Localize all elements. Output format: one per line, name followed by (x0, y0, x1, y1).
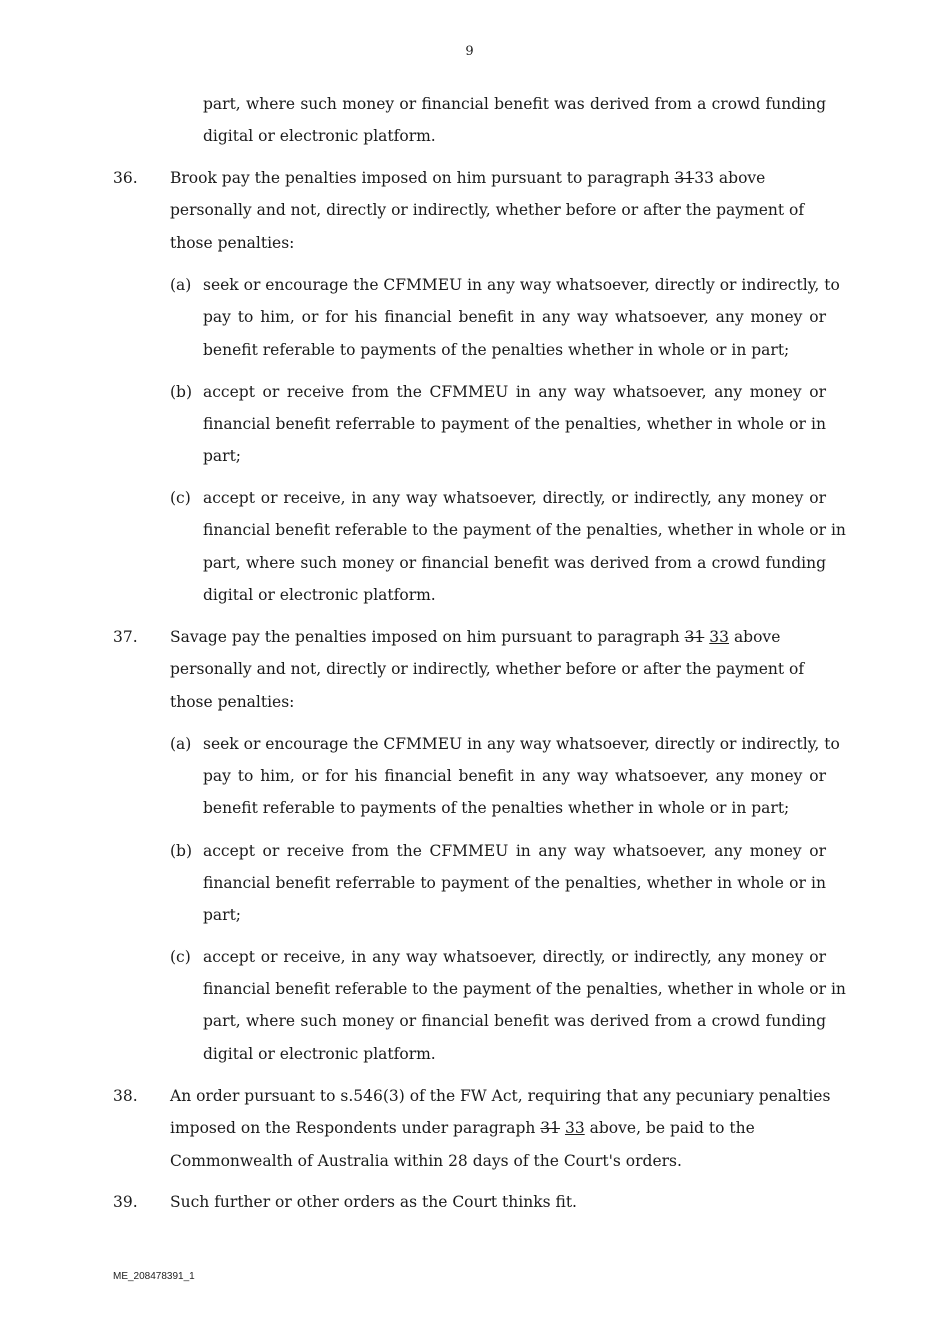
subparagraph-line: benefit referable to payments of the penalties whether in whole or in part; (203, 341, 790, 359)
subparagraph-label: (c) (170, 948, 191, 966)
paragraph-number: 39. (113, 1193, 138, 1211)
new-reference: 33 (694, 169, 714, 187)
new-reference: 33 (564, 1119, 585, 1137)
paragraph-38-line: Commonwealth of Australia within 28 days of the Court's orders. (170, 1152, 682, 1170)
continuation-line: part, where such money or financial benefit was derived from a crowd funding (203, 95, 826, 113)
paragraph-text: above (733, 628, 781, 646)
subparagraph-label: (a) (170, 735, 192, 753)
paragraph-number: 37. (113, 628, 138, 646)
subparagraph-label: (a) (170, 276, 192, 294)
paragraph-37-line: those penalties: (170, 693, 295, 711)
subparagraph-line: pay to him, or for his financial benefit in any way whatsoever, any money or (203, 308, 826, 326)
subparagraph-line: financial benefit referable to the payment of the penalties, whether in whole or in (203, 521, 846, 539)
paragraph-text: above (718, 169, 766, 187)
subparagraph-line: seek or encourage the CFMMEU in any way whatsoever, directly or indirectly, to (203, 735, 840, 753)
subparagraph-line: financial benefit referrable to payment of the penalties, whether in whole or in (203, 874, 826, 892)
paragraph-38-line: An order pursuant to s.546(3) of the FW Act, requiring that any pecuniary penalties (170, 1087, 831, 1105)
page-number: 9 (465, 44, 474, 59)
paragraph-text: Savage pay the penalties imposed on him pursuant to paragraph (170, 628, 680, 646)
paragraph-number: 36. (113, 169, 138, 187)
paragraph-text: imposed on the Respondents under paragraph (170, 1119, 536, 1137)
paragraph-38-line (170, 1118, 755, 1138)
paragraph-text: above, be paid to the (589, 1119, 755, 1137)
document-reference-footer: ME_208478391_1 (113, 1271, 195, 1282)
paragraph-37-line: personally and not, directly or indirectly, whether before or after the payment of (170, 660, 805, 678)
subparagraph-line: accept or receive, in any way whatsoever, directly, or indirectly, any money or (203, 489, 826, 507)
subparagraph-line: part, where such money or financial benefit was derived from a crowd funding (203, 554, 826, 572)
paragraph-36-line: personally and not, directly or indirectly, whether before or after the payment of (170, 201, 805, 219)
struck-reference: 31 (684, 628, 705, 646)
paragraph-number: 38. (113, 1087, 138, 1105)
subparagraph-line: part; (203, 906, 242, 924)
subparagraph-label: (b) (170, 842, 193, 860)
subparagraph-line: accept or receive, in any way whatsoever, directly, or indirectly, any money or (203, 948, 826, 966)
subparagraph-line: accept or receive from the CFMMEU in any way whatsoever, any money or (203, 842, 826, 860)
paragraph-36-line: those penalties: (170, 234, 295, 252)
subparagraph-line: part, where such money or financial benefit was derived from a crowd funding (203, 1012, 826, 1030)
subparagraph-line: digital or electronic platform. (203, 586, 436, 604)
paragraph-37-line (170, 627, 780, 647)
subparagraph-line: financial benefit referable to the payment of the penalties, whether in whole or in (203, 980, 846, 998)
paragraph-36-line (170, 168, 765, 188)
subparagraph-line: accept or receive from the CFMMEU in any way whatsoever, any money or (203, 383, 826, 401)
subparagraph-line: digital or electronic platform. (203, 1045, 436, 1063)
subparagraph-line: part; (203, 447, 242, 465)
subparagraph-line: seek or encourage the CFMMEU in any way whatsoever, directly or indirectly, to (203, 276, 840, 294)
paragraph-text: Brook pay the penalties imposed on him pursuant to paragraph (170, 169, 670, 187)
struck-reference: 31 (674, 169, 695, 187)
new-reference: 33 (709, 628, 729, 646)
paragraph-39-line: Such further or other orders as the Court thinks fit. (170, 1193, 577, 1211)
subparagraph-line: benefit referable to payments of the penalties whether in whole or in part; (203, 799, 790, 817)
continuation-line: digital or electronic platform. (203, 127, 436, 145)
subparagraph-label: (c) (170, 489, 191, 507)
subparagraph-label: (b) (170, 383, 193, 401)
subparagraph-line: financial benefit referrable to payment of the penalties, whether in whole or in (203, 415, 826, 433)
struck-reference: 31 (540, 1119, 561, 1137)
subparagraph-line: pay to him, or for his financial benefit in any way whatsoever, any money or (203, 767, 826, 785)
